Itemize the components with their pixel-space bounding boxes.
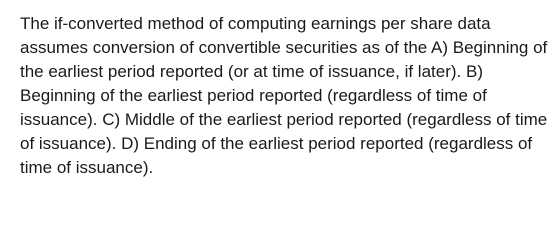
question-text: The if-converted method of computing earnings per share data assumes conversion of convertible securities as of the A) Beginning of the earliest period reported (or at time of issuance, if later). B) Beginning of the earliest period reported (regardless of time of issuance). C) Middle of the earliest period reported (regardless of time of issuance). D) Ending of the earliest period reported (regardless of time of issuance). — [20, 14, 548, 177]
